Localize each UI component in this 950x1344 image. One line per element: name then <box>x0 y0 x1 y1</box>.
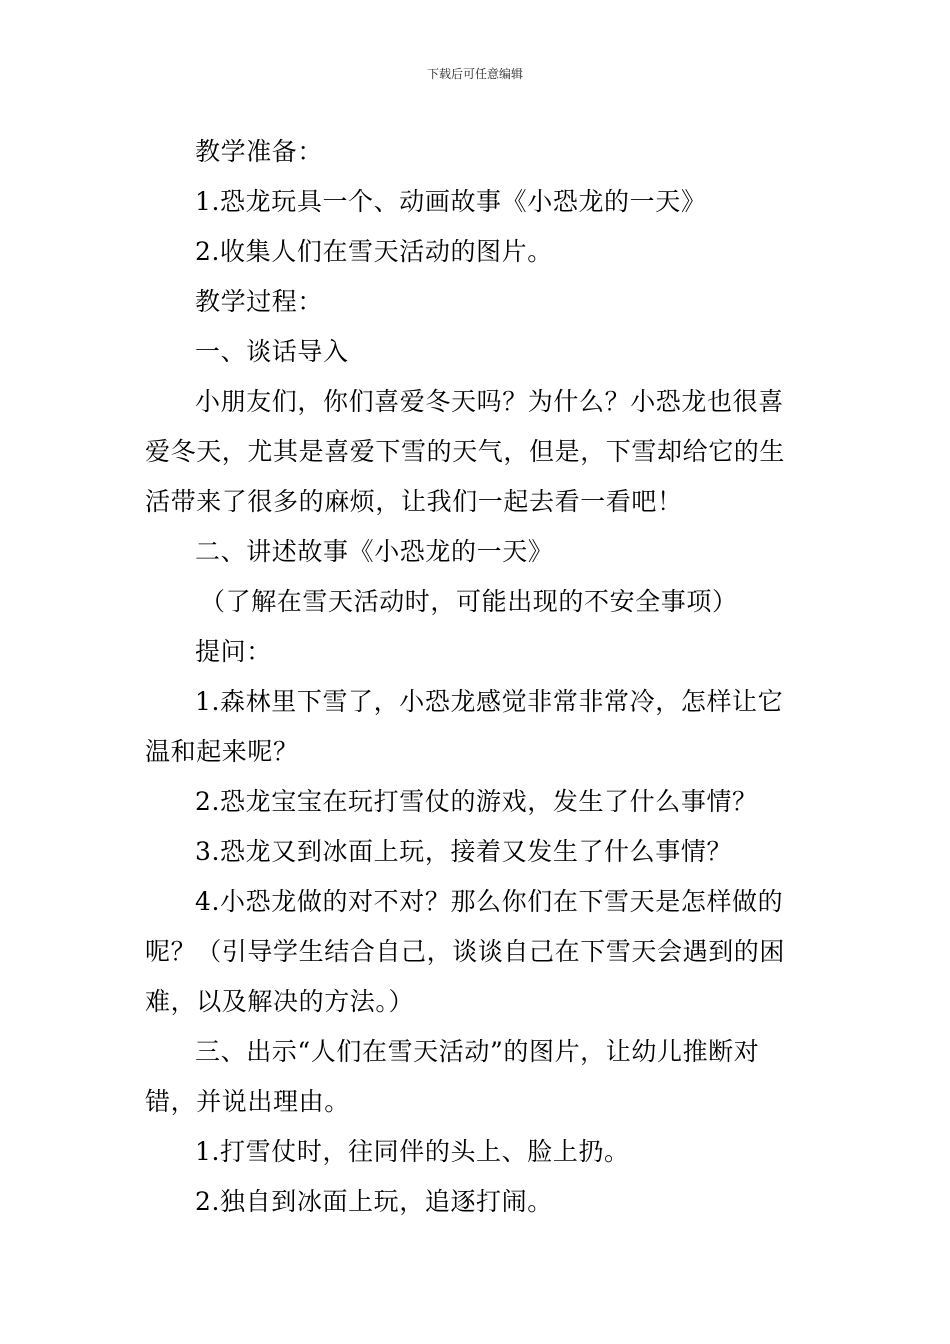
heading-teaching-preparation: 教学准备： <box>195 137 324 166</box>
document-body <box>145 127 805 1227</box>
paragraph: 提问： <box>195 637 272 666</box>
section-heading: 一、谈话导入 <box>195 337 349 366</box>
paragraph: 3.恐龙又到冰面上玩，接着又发生了什么事情？ <box>195 837 733 866</box>
paragraph: （了解在雪天活动时，可能出现的不安全事项） <box>200 587 738 616</box>
paragraph: 2.独自到冰面上玩，追逐打闹。 <box>195 1187 553 1216</box>
page-header: 下载后可任意编辑 <box>426 67 523 81</box>
paragraph: 小朋友们，你们喜爱冬天吗？为什么？小恐龙也很喜爱冬天，尤其是喜爱下雪的天气，但是，下雪却给它的生活带来了很多的麻烦，让我们一起去看一看吧！ <box>145 387 786 516</box>
section-heading: 三、出示“人们在雪天活动”的图片，让幼儿推断对错，并说出理由。 <box>145 1037 760 1116</box>
paragraph: 4.小恐龙做的对不对？那么你们在下雪天是怎样做的呢？（引导学生结合自己，谈谈自己在下雪天会遇到的困难，以及解决的方法。） <box>145 887 786 1016</box>
section-heading: 二、讲述故事《小恐龙的一天》 <box>195 537 554 566</box>
paragraph: 1.恐龙玩具一个、动画故事《小恐龙的一天》 <box>195 187 707 216</box>
paragraph: 2.收集人们在雪天活动的图片。 <box>195 237 553 266</box>
paragraph: 1.打雪仗时，往同伴的头上、脸上扔。 <box>195 1137 630 1166</box>
heading-teaching-process: 教学过程： <box>195 287 324 316</box>
paragraph: 1.森林里下雪了，小恐龙感觉非常非常冷，怎样让它温和起来呢？ <box>145 687 784 766</box>
paragraph: 2.恐龙宝宝在玩打雪仗的游戏，发生了什么事情？ <box>195 787 758 816</box>
